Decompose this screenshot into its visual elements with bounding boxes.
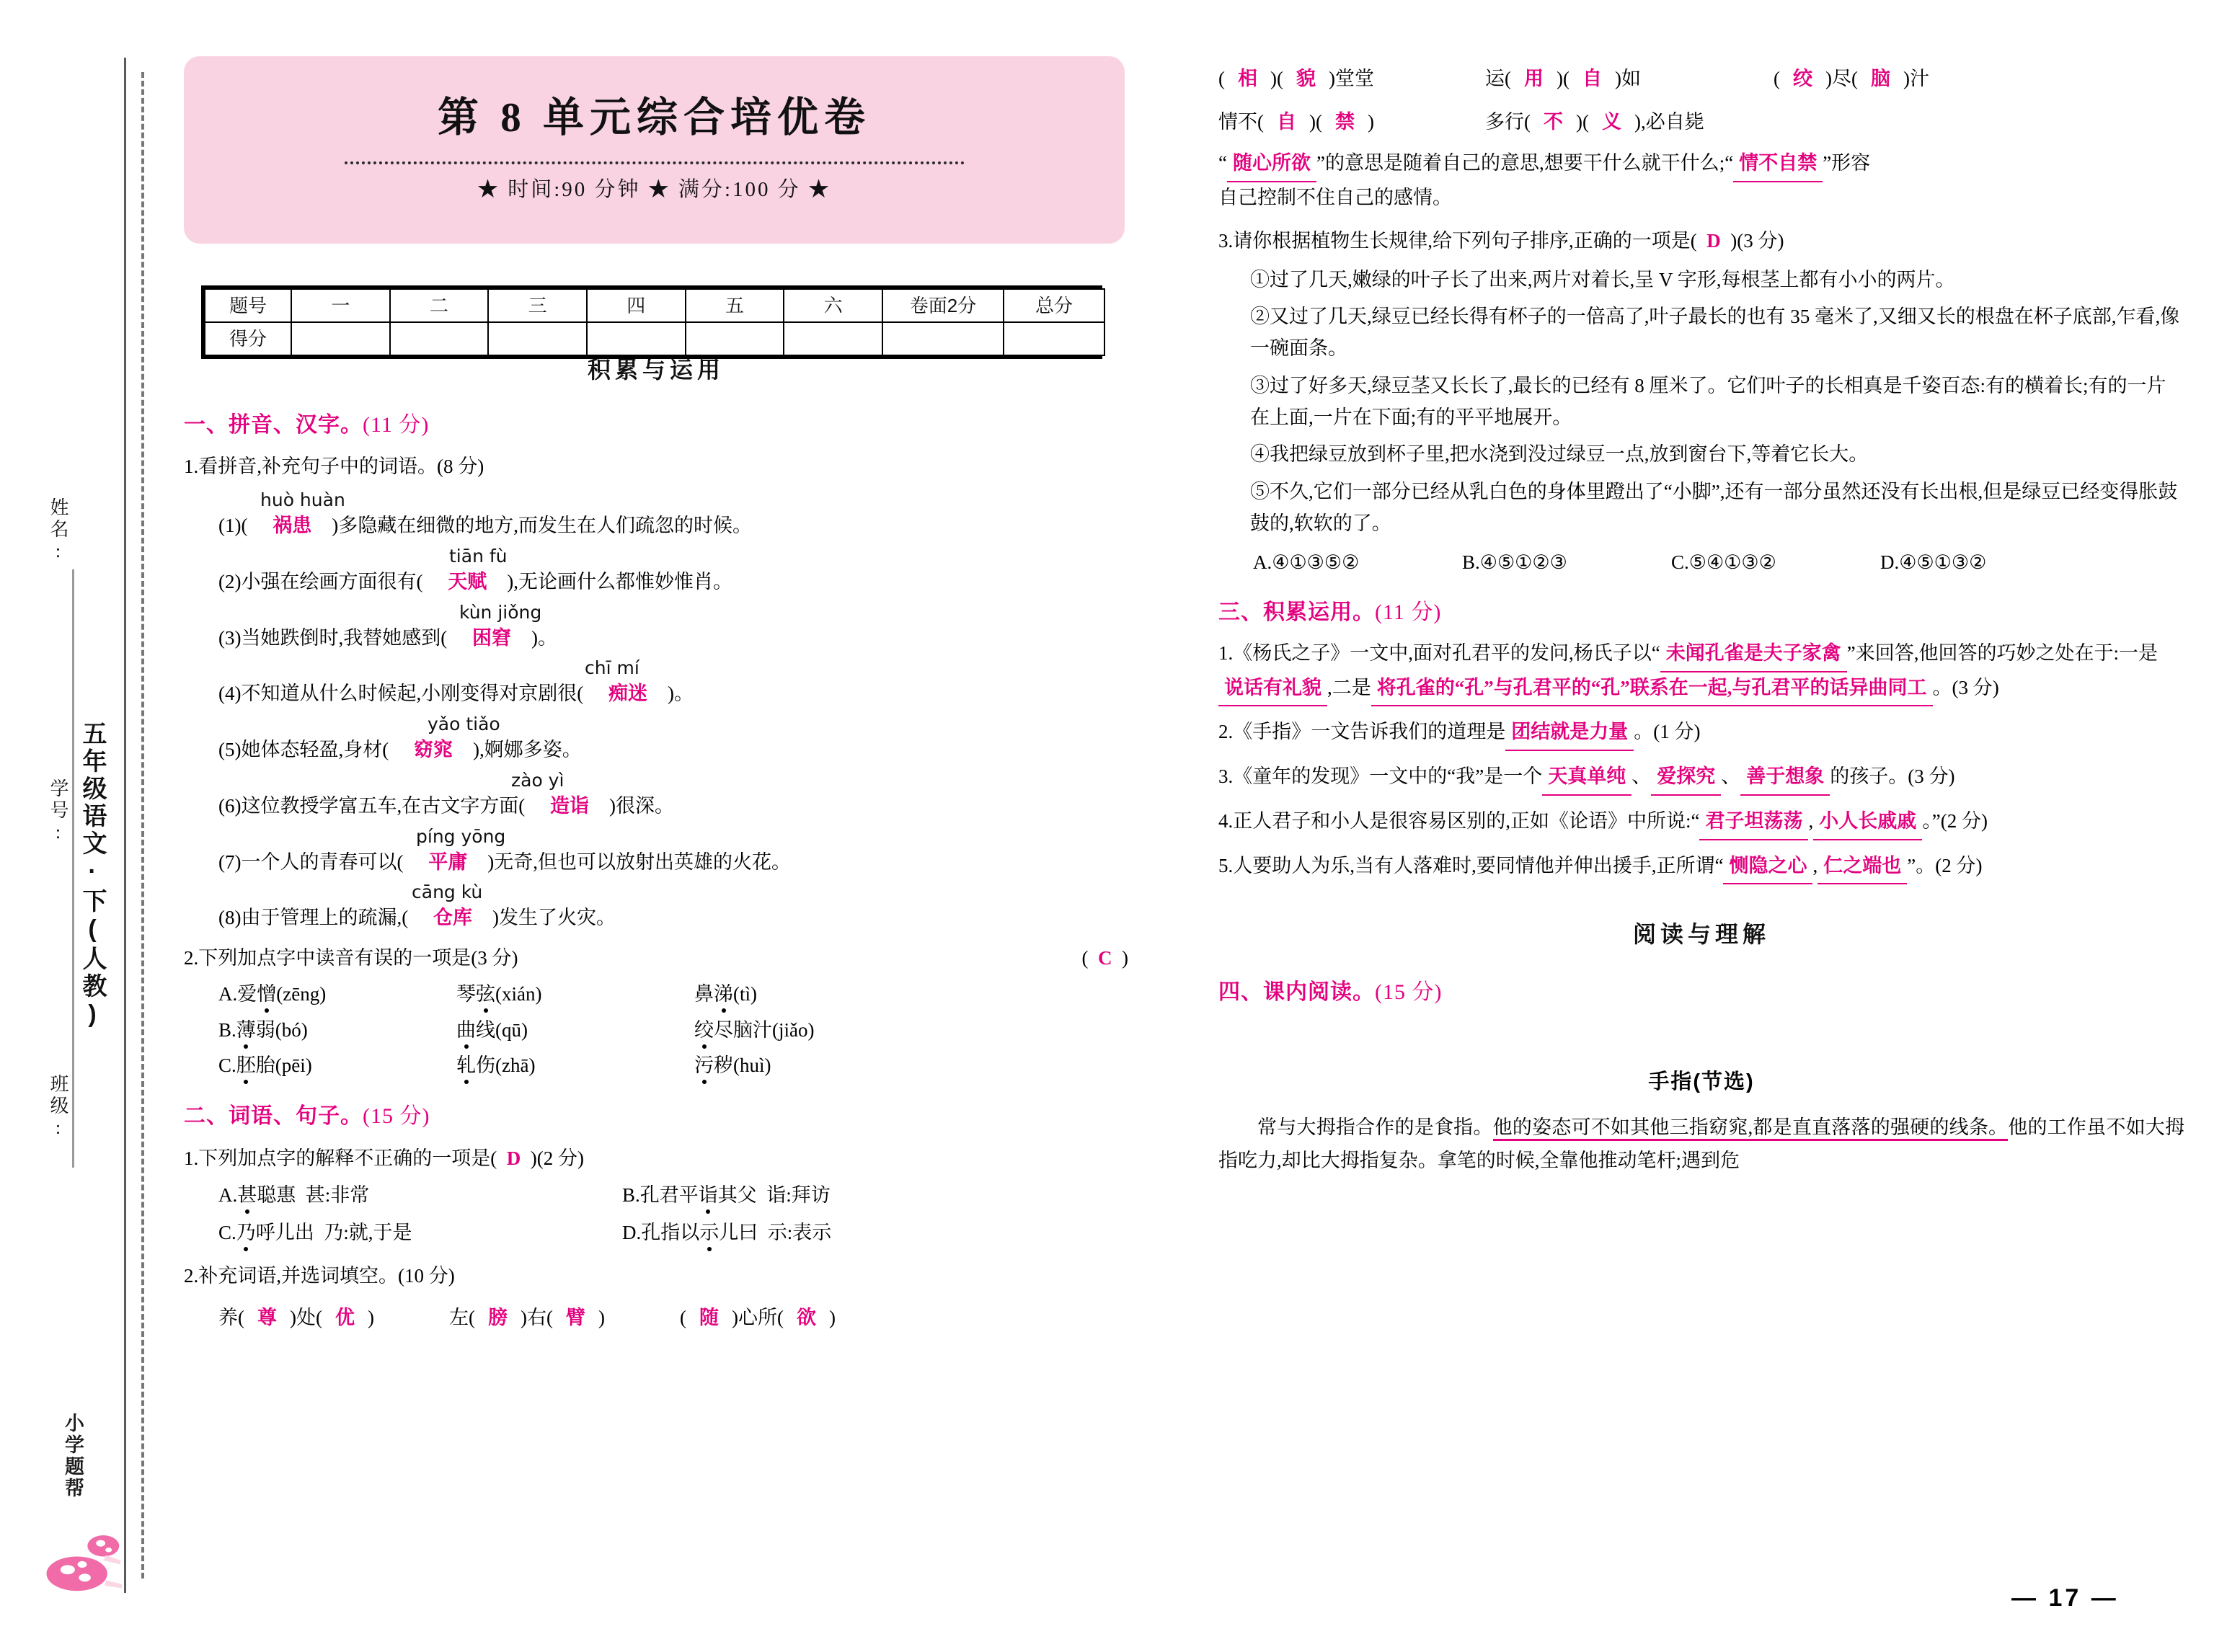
text-part: 。”(2 分) — [1922, 809, 1988, 832]
text-part: 、 — [1631, 765, 1652, 788]
opt-gloss: 甚:非常 — [305, 1184, 370, 1207]
idiom-answer-1: 用 — [1524, 68, 1544, 89]
passage-text-2: 他的工作虽不如大拇指吃力,却比大拇指复杂。拿笔的时候,全靠他推动笔杆;遇到危 — [1218, 1116, 2185, 1172]
section-1-points: (11 分) — [363, 412, 430, 437]
s1-q1-item-5 — [218, 734, 1128, 766]
blank-answer[interactable]: 恻隐之心 — [1723, 851, 1812, 885]
idiom-post: )堂堂 — [1328, 68, 1374, 89]
item-pre: 她体态轻盈,身材( — [241, 739, 389, 761]
opt-rest: 儿曰 — [719, 1222, 758, 1244]
banner-divider — [345, 161, 965, 164]
pinyin-1: huò huàn — [260, 489, 345, 511]
opt-post: 胎(pēi) — [255, 1054, 312, 1077]
idiom-post: ) — [1367, 110, 1374, 133]
section-3-heading — [1218, 595, 2184, 631]
s1-q1-item-7 — [218, 847, 1128, 879]
item-post: )无奇,但也可以放射出英雄的火花。 — [487, 851, 791, 873]
opt-post: 尽脑汁(jiǎo) — [714, 1018, 815, 1041]
s1-q1-item-3 — [218, 623, 1128, 654]
idiom-mid: )尽( — [1825, 68, 1858, 89]
item-post: )多隐藏在细微的地方,而发生在人们疏忽的时候。 — [332, 515, 752, 537]
opt-post: (zēng) — [276, 982, 327, 1005]
idiom-mid: )( — [1309, 110, 1322, 133]
idiom-answer-2: 欲 — [796, 1306, 816, 1328]
score-cell-6[interactable] — [784, 322, 882, 355]
idiom-post: ) — [828, 1306, 836, 1328]
s2-q1-prompt-pre: 1.下列加点字的解释不正确的一项是( — [184, 1147, 497, 1169]
blank-answer[interactable]: 君子坦荡荡 — [1699, 806, 1808, 840]
opt-gloss: 乃:就,于是 — [324, 1222, 412, 1244]
blank-answer[interactable]: 说话有礼貌 — [1218, 672, 1327, 707]
idiom-mid: )( — [1270, 68, 1283, 89]
item-answer[interactable]: 仓库 — [433, 907, 472, 929]
item-num: (4) — [218, 683, 242, 705]
opt-post: 秽(huì) — [714, 1054, 771, 1077]
text-part: 人要助人为乐,当有人落难时,要同情他并伸出援手,正所谓“ — [1233, 854, 1724, 876]
opt-pre: 孔君平 — [639, 1184, 699, 1207]
idiom-answer-2: 优 — [335, 1306, 355, 1328]
idiom-answer-1: 相 — [1238, 68, 1257, 89]
score-cell-8[interactable] — [1004, 322, 1104, 355]
idiom-answer-1: 不 — [1544, 110, 1563, 133]
item-num: 2. — [1218, 721, 1234, 743]
opt-post: (xián) — [495, 982, 542, 1005]
opt-rest: 聪惠 — [257, 1184, 296, 1207]
left-margin — [0, 0, 144, 1652]
choice-C[interactable]: C.⑤④①③② — [1671, 551, 1776, 573]
item-post: ),无论画什么都惟妙惟肖。 — [507, 570, 732, 592]
s2-q1-prompt — [184, 1143, 1128, 1175]
idiom-mid: )处( — [290, 1306, 322, 1328]
idiom-6[interactable] — [1774, 63, 1929, 95]
item-pre: 这位教授学富五车,在古文字方面( — [241, 794, 526, 817]
s1-q1-item-1 — [218, 510, 1128, 542]
idiom-meaning-sentence — [1218, 148, 2184, 182]
pinyin-row — [246, 542, 1128, 567]
s1-q1-item-4 — [218, 678, 1128, 710]
item-answer[interactable]: 平庸 — [428, 851, 468, 873]
idiom-answer-1: 随 — [699, 1306, 719, 1328]
text-part: 《童年的发现》一文中的“我”是一个 — [1233, 765, 1543, 788]
pinyin-row — [246, 766, 1128, 791]
idiom-post: )汁 — [1903, 68, 1929, 89]
score-cell-1[interactable] — [291, 322, 390, 355]
idiom-post: ) — [367, 1306, 374, 1328]
opt-rest: 呼儿出 — [255, 1222, 314, 1244]
opt-pre: 鼻 — [694, 982, 714, 1005]
idiom-5[interactable] — [1485, 63, 1774, 95]
margin-dashed-rule — [141, 72, 144, 1578]
choice-D[interactable]: D.④⑤①③② — [1880, 551, 1987, 573]
dotted-char: 憎 — [257, 982, 277, 1005]
student-id-label: 学号: — [48, 778, 68, 845]
item-pre: 一个人的青春可以( — [241, 851, 404, 873]
dotted-char: 诣 — [698, 1184, 718, 1207]
idiom-meaning-sentence-2: 自己控制不住自己的感情。 — [1218, 187, 1452, 209]
opt-label: C. — [218, 1222, 236, 1244]
item-pre: 当她跌倒时,我替她感到( — [241, 626, 448, 649]
title-banner — [184, 56, 1125, 350]
s1-q2-prompt: 2.下列加点字中读音有误的一项是(3 分) — [184, 947, 518, 969]
score-cell-2[interactable] — [390, 322, 489, 355]
item-post: )。 — [531, 626, 557, 649]
s3-item-1 — [1218, 638, 2184, 706]
s1-q2-answer-box[interactable]: ( C ) — [1081, 947, 1128, 969]
s3-item-3 — [1218, 761, 2184, 796]
section-3-title: 三、积累运用。 — [1218, 600, 1375, 625]
pinyin-row — [246, 878, 1128, 902]
blank-answer[interactable]: 团结就是力量 — [1505, 716, 1634, 751]
opt-label: A. — [218, 982, 238, 1005]
dotted-char: 甚 — [237, 1184, 257, 1207]
s1-q2-option-A[interactable] — [218, 979, 1128, 1011]
opt-post: 伤(zhā) — [476, 1054, 536, 1077]
idiom-post: )如 — [1614, 68, 1641, 89]
pinyin-6: zào yì — [511, 769, 565, 791]
score-cell-3[interactable] — [488, 322, 587, 355]
item-num: (6) — [218, 794, 242, 817]
s2-q3-answer[interactable]: D — [1706, 229, 1721, 252]
pinyin-5: yǎo tiǎo — [428, 714, 500, 735]
opt-cell-C — [218, 1217, 622, 1249]
dotted-char: 示 — [699, 1222, 720, 1244]
text-part: , — [1808, 809, 1814, 832]
opt-cell — [456, 1015, 694, 1047]
pinyin-3: kùn jiǒng — [459, 601, 542, 623]
idiom-4[interactable] — [1218, 63, 1485, 95]
idiom-post: ) — [598, 1306, 605, 1328]
idiom-meaning-answer-1[interactable]: 随心所欲 — [1227, 148, 1316, 182]
idiom-answer-1: 膀 — [488, 1306, 508, 1328]
opt-cell — [218, 1015, 456, 1047]
item-answer[interactable]: 窈窕 — [413, 739, 453, 761]
idiom-pre: ( — [1218, 68, 1225, 89]
student-name-label: 姓名: — [48, 497, 68, 564]
item-num: (5) — [218, 739, 242, 761]
opt-post: 线(qū) — [476, 1018, 528, 1041]
dotted-char: 曲 — [456, 1018, 476, 1041]
part-heading-1: 积累与运用 — [587, 357, 725, 383]
opt-label: B. — [622, 1184, 640, 1207]
idiom-row-1 — [218, 1302, 1128, 1334]
item-num: 4. — [1218, 809, 1234, 832]
opt-cell — [456, 979, 694, 1011]
opt-cell-B — [622, 1180, 831, 1212]
dotted-char: 绞 — [694, 1018, 714, 1041]
score-header-5: 五 — [686, 289, 784, 322]
s2-q1-options-row-2[interactable] — [218, 1217, 1128, 1249]
mushroom-icon — [42, 1521, 123, 1600]
meaning-text-1: ”的意思是随着自己的意思,想要干什么就干什么;“ — [1316, 152, 1734, 174]
page-number: — 17 — — [2011, 1584, 2119, 1612]
opt-pre: 琴 — [456, 982, 476, 1005]
score-header-2: 二 — [390, 289, 489, 322]
blank-answer[interactable]: 将孔雀的“孔”与孔君平的“孔”联系在一起,与孔君平的话异曲同工 — [1371, 672, 1933, 707]
idiom-row-3 — [1218, 107, 2184, 138]
blank-answer[interactable]: 仁之端也 — [1818, 851, 1907, 885]
item-num: (7) — [218, 851, 242, 873]
s1-q1-prompt: 1.看拼音,补充句子中的词语。(8 分) — [184, 456, 484, 478]
item-num: 5. — [1218, 854, 1234, 876]
item-pre: 由于管理上的疏漏,( — [241, 907, 409, 929]
page-title: 第 8 单元综合培优卷 — [438, 95, 871, 141]
text-part: ,二是 — [1327, 676, 1371, 698]
score-header-7: 卷面2分 — [882, 289, 1004, 322]
opt-post: (tì) — [733, 982, 757, 1005]
text-part: , — [1812, 854, 1818, 876]
opt-rest: 其父 — [717, 1184, 757, 1207]
idiom-pre: ( — [680, 1306, 686, 1328]
pinyin-7: píng yōng — [416, 825, 506, 847]
idiom-row-2 — [1218, 63, 2184, 95]
s1-q2-option-C[interactable] — [218, 1050, 1128, 1082]
idiom-meaning-answer-2[interactable]: 情不自禁 — [1733, 148, 1823, 182]
s2-q3-sentence-1: ①过了几天,嫩绿的叶子长了出来,两片对着长,呈 V 字形,每根茎上都有小小的两片。 — [1250, 268, 1955, 290]
choice-B[interactable]: B.④⑤①②③ — [1462, 551, 1567, 573]
s1-q1-item-6 — [218, 791, 1128, 822]
s2-q2-prompt: 2.补充词语,并选词填空。(10 分) — [184, 1264, 455, 1287]
margin-solid-rule — [124, 58, 126, 1593]
idiom-2[interactable] — [449, 1302, 680, 1334]
score-header-0: 题号 — [205, 289, 291, 322]
s2-q3-prompt-post: )(3 分) — [1730, 229, 1784, 252]
pinyin-8: cāng kù — [412, 881, 483, 903]
section-1-title: 一、拼音、汉字。 — [184, 412, 363, 437]
text-part: 、 — [1721, 765, 1741, 788]
idiom-pre: 养( — [218, 1306, 244, 1328]
blank-answer[interactable]: 善于想象 — [1740, 761, 1830, 796]
dotted-char: 污 — [694, 1054, 714, 1077]
idiom-pre: 情不( — [1218, 110, 1264, 133]
idiom-answer-2: 脑 — [1870, 68, 1890, 89]
s2-q3-prompt-pre: 3.请你根据植物生长规律,给下列句子排序,正确的一项是( — [1218, 229, 1697, 252]
score-cell-4[interactable] — [587, 322, 686, 355]
score-header-1: 一 — [291, 289, 390, 322]
idiom-pre: 运( — [1485, 68, 1511, 89]
section-2-heading — [184, 1099, 1128, 1134]
choice-A[interactable]: A.④①③⑤② — [1253, 551, 1360, 573]
idiom-8[interactable] — [1485, 107, 1704, 138]
idiom-answer-2: 臂 — [565, 1306, 585, 1328]
dotted-char: 轧 — [456, 1054, 476, 1077]
passage-underlined-text: 他的姿态可不如其他三指窈窕,都是直直落落的强硬的线条。 — [1493, 1116, 2009, 1141]
text-part: ”来回答,他回答的巧妙之处在于:一是 — [1846, 641, 2158, 664]
item-answer[interactable]: 天赋 — [448, 570, 487, 592]
s3-item-2 — [1218, 716, 2184, 751]
left-column — [184, 0, 1128, 1333]
s2-q3-sentence-5: ⑤不久,它们一部分已经从乳白色的身体里蹬出了“小脚”,还有一部分虽然还没有长出根,但是绿豆已经变得胀鼓鼓的,软软的了。 — [1250, 481, 2178, 534]
margin-inner-line — [72, 569, 74, 1168]
item-post: ),婀娜多姿。 — [472, 739, 582, 761]
idiom-answer-2: 禁 — [1334, 110, 1355, 133]
banner-subtitle: ★ 时间:90 分钟 ★ 满分:100 分 ★ — [477, 178, 832, 202]
idiom-answer-1: 绞 — [1793, 68, 1812, 89]
passage-body — [1218, 1111, 2184, 1178]
brand-label: 小学题帮 — [62, 1413, 84, 1499]
opt-label: B. — [218, 1018, 236, 1041]
item-answer[interactable]: 造诣 — [549, 794, 589, 817]
idiom-7[interactable] — [1218, 107, 1485, 138]
score-header-8: 总分 — [1004, 289, 1104, 322]
opt-label: C. — [218, 1054, 236, 1077]
opt-label: A. — [218, 1184, 238, 1207]
score-cell-7[interactable] — [882, 322, 1004, 355]
s1-q1-item-2 — [218, 567, 1128, 598]
opt-cell-D — [622, 1217, 831, 1249]
item-post: )发生了火灾。 — [492, 907, 616, 929]
item-post: )。 — [667, 683, 694, 705]
item-answer[interactable]: 困窘 — [471, 626, 511, 649]
s2-q3-sentence-3: ③过了好多天,绿豆茎又长长了,最长的已经有 8 厘米了。它们叶子的长相真是千姿百态:有的横着长;有的一片在上面,一片在下面;有的平平地展开。 — [1250, 374, 2166, 428]
item-post: )很深。 — [608, 794, 674, 817]
idiom-mid: )心所( — [732, 1306, 784, 1328]
passage-text-1: 常与大拇指合作的是食指。 — [1257, 1116, 1493, 1138]
score-cell-5[interactable] — [686, 322, 784, 355]
section-1-heading — [184, 408, 1128, 443]
score-row-label: 得分 — [205, 322, 291, 355]
idiom-mid: )( — [1576, 110, 1589, 133]
s2-q1-prompt-post: )(2 分) — [530, 1147, 584, 1169]
text-part: 《手指》一文告诉我们的道理是 — [1233, 721, 1506, 743]
dotted-char: 胚 — [236, 1054, 256, 1077]
dotted-char: 涕 — [714, 982, 733, 1005]
idiom-answer-2: 义 — [1601, 110, 1621, 133]
idiom-mid: )右( — [521, 1306, 553, 1328]
score-table-wrapper — [201, 285, 1102, 359]
table-row — [205, 322, 1104, 355]
score-header-6: 六 — [784, 289, 882, 322]
item-pre: ( — [241, 515, 248, 537]
idiom-1[interactable] — [218, 1302, 449, 1334]
opt-cell — [456, 1050, 694, 1082]
pinyin-row — [246, 710, 1128, 734]
item-pre: 不知道从什么时候起,小刚变得对京剧很( — [241, 683, 584, 705]
opt-pre: 爱 — [237, 982, 257, 1005]
text-part: 。(3 分) — [1932, 676, 1999, 698]
item-num: (3) — [218, 626, 242, 649]
blank-answer[interactable]: 爱探究 — [1651, 761, 1721, 796]
idiom-3[interactable] — [680, 1302, 836, 1334]
opt-cell-A — [218, 1180, 622, 1212]
section-3-points: (11 分) — [1375, 600, 1442, 625]
opt-cell — [218, 1050, 456, 1082]
s2-q3-sentence-4: ④我把绿豆放到杯子里,把水浇到没过绿豆一点,放到窗台下,等着它长大。 — [1250, 443, 1869, 466]
text-part: 《杨氏之子》一文中,面对孔君平的发问,杨氏子以“ — [1233, 641, 1660, 664]
item-pre: 小强在绘画方面很有( — [241, 570, 423, 592]
s1-q2-option-B[interactable] — [218, 1015, 1128, 1047]
pinyin-4: chī mí — [585, 657, 639, 679]
item-answer[interactable]: 痴迷 — [608, 683, 647, 705]
dotted-char: 薄 — [236, 1018, 256, 1041]
part-heading-2: 阅读与理解 — [1632, 921, 1770, 948]
section-2-points: (15 分) — [363, 1103, 430, 1128]
pinyin-row — [246, 654, 1128, 678]
dotted-char: 弦 — [476, 982, 495, 1005]
opt-gloss: 诣:拜访 — [766, 1184, 831, 1207]
s2-q1-answer[interactable]: D — [506, 1147, 521, 1169]
table-row — [205, 289, 1104, 322]
text-part: 正人君子和小人是很容易区别的,正如《论语》中所说:“ — [1233, 809, 1700, 832]
idiom-mid: )( — [1557, 68, 1569, 89]
item-num: 1. — [1218, 641, 1234, 664]
right-column — [1218, 0, 2184, 1178]
item-num: (8) — [218, 907, 242, 929]
item-num: (1) — [218, 515, 242, 537]
text-part: 。(1 分) — [1634, 721, 1701, 743]
s3-item-5 — [1218, 851, 2184, 885]
idiom-answer-2: 自 — [1582, 68, 1602, 89]
text-part: 的孩子。(3 分) — [1830, 765, 1955, 788]
idiom-pre: 多行( — [1485, 110, 1531, 133]
s1-q2-answer: C — [1098, 947, 1112, 969]
s2-q3-sentence-2: ②又过了几天,绿豆已经长得有杯子的一倍高了,叶子最长的也有 35 毫米了,又细又长的根盘在杯子底部,乍看,像一碗面条。 — [1250, 306, 2180, 360]
item-answer[interactable]: 祸患 — [273, 515, 312, 537]
item-num: (2) — [218, 570, 242, 592]
s1-q1-item-8 — [218, 902, 1128, 934]
s2-q1-options-row-1[interactable] — [218, 1180, 1128, 1212]
opt-cell — [694, 1015, 932, 1047]
idiom-answer-1: 自 — [1277, 110, 1296, 133]
opt-gloss: 示:表示 — [767, 1222, 832, 1244]
section-2-title: 二、词语、句子。 — [184, 1103, 363, 1128]
opt-label: D. — [622, 1222, 642, 1244]
opt-cell — [694, 979, 932, 1011]
text-part: ”。(2 分) — [1907, 854, 1983, 876]
pinyin-row — [246, 822, 1128, 847]
section-4-title: 四、课内阅读。 — [1218, 980, 1375, 1005]
s1-q2-row — [184, 943, 1128, 974]
section-4-points: (15 分) — [1375, 980, 1443, 1005]
passage-title: 手指(节选) — [1648, 1070, 1755, 1093]
class-label: 班级: — [48, 1074, 68, 1141]
idiom-answer-1: 尊 — [257, 1306, 277, 1328]
opt-cell — [694, 1050, 932, 1082]
s2-q3-prompt — [1218, 226, 2184, 257]
score-table — [204, 288, 1105, 356]
idiom-answer-2: 貌 — [1296, 68, 1316, 89]
quote-open: “ — [1218, 152, 1227, 174]
s2-q3-choices[interactable] — [1253, 547, 2184, 579]
score-header-4: 四 — [587, 289, 686, 322]
item-num: 3. — [1218, 765, 1234, 788]
pinyin-2: tiān fù — [449, 545, 508, 567]
blank-answer[interactable]: 未闻孔雀是夫子家禽 — [1660, 638, 1847, 672]
s3-item-4 — [1218, 806, 2184, 840]
blank-answer[interactable]: 天真单纯 — [1542, 761, 1631, 796]
dotted-char: 乃 — [236, 1222, 256, 1244]
idiom-pre: ( — [1774, 68, 1780, 89]
pinyin-row — [246, 486, 1128, 510]
idiom-pre: 左( — [449, 1306, 475, 1328]
section-4-heading — [1218, 975, 2184, 1011]
pinyin-row — [246, 598, 1128, 623]
opt-pre: 孔指以 — [641, 1222, 700, 1244]
blank-answer[interactable]: 小人长戚戚 — [1813, 806, 1922, 840]
score-header-3: 三 — [488, 289, 587, 322]
opt-post: 弱(bó) — [255, 1018, 308, 1041]
grade-subject-label: 五年级语文·下(人教) — [79, 721, 106, 1031]
idiom-post: ),必自毙 — [1634, 110, 1704, 133]
opt-cell — [218, 979, 456, 1011]
meaning-text-2: ”形容 — [1823, 152, 1871, 174]
